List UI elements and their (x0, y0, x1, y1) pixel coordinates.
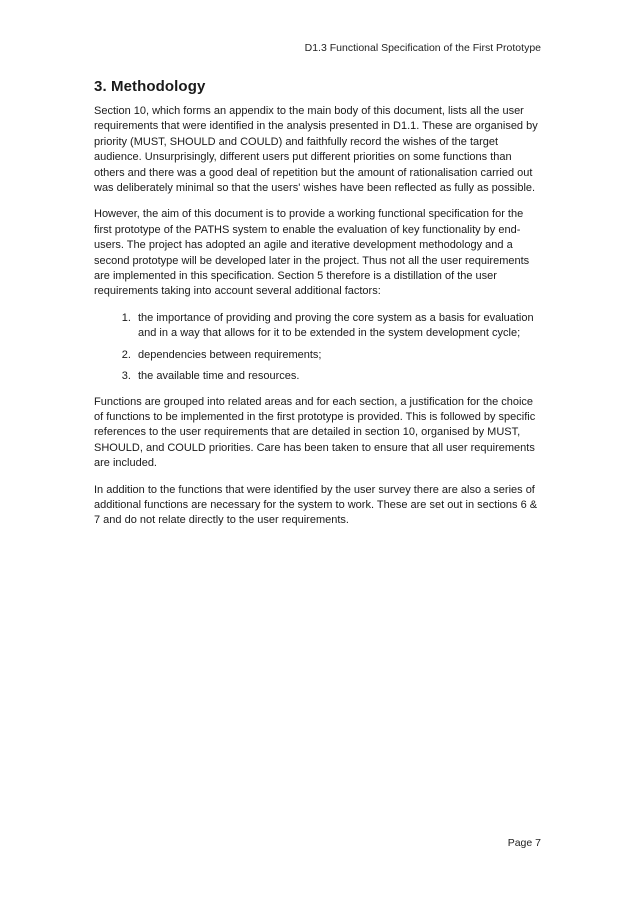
factors-list (94, 311, 542, 385)
paragraph-aim: However, the aim of this document is to provide a working functional specification for the first prototype of the PATHS system to enable the evaluation of key functionality by end-users. The project has adopted an agile and iterative development methodology and a second prototype will be developed later in the project. Thus not all the user requirements are implemented in this specification. Section 5 therefore is a distillation of the user requirements taking into account several additional factors: (94, 208, 530, 298)
section-heading: 3. Methodology (94, 78, 206, 95)
page-content (94, 78, 542, 540)
paragraph-additional-functions: In addition to the functions that were identified by the user survey there are also a series of additional functions are necessary for the system to work. These are set out in sections 6 & 7 and do not relate directly to the user requirements. (94, 483, 538, 527)
running-header: D1.3 Functional Specification of the First Prototype (304, 42, 541, 54)
list-item: 3. the available time and resources. (134, 369, 542, 384)
list-item: 2. dependencies between requirements; (134, 348, 542, 363)
page-number: Page 7 (507, 837, 541, 849)
list-item: 1. the importance of providing and proving the core system as a basis for evaluation and in a way that allows for it to be extended in the system development cycle; (134, 311, 542, 342)
paragraph-function-grouping: Functions are grouped into related areas and for each section, a justification for the choice of functions to be implemented in the first prototype is provided. This is followed by specific references to the user requirements that are detailed in section 10, organised by MUST, SHOULD, and COULD priorities. Care has been taken to ensure that all user requirements are included. (94, 395, 536, 470)
paragraph-appendix-overview: Section 10, which forms an appendix to the main body of this document, lists all the user requirements that were identified in the analysis presented in D1.1. These are organised by priority (MUST, SHOULD and COULD) and faithfully record the wishes of the target audience. Unsurprisingly, different users put different priorities on some functions than others and there was a good deal of repetition but the amount of rationalisation carried out was deliberately minimal so that the users' wishes have been reflected as fully as possible. (94, 105, 538, 195)
